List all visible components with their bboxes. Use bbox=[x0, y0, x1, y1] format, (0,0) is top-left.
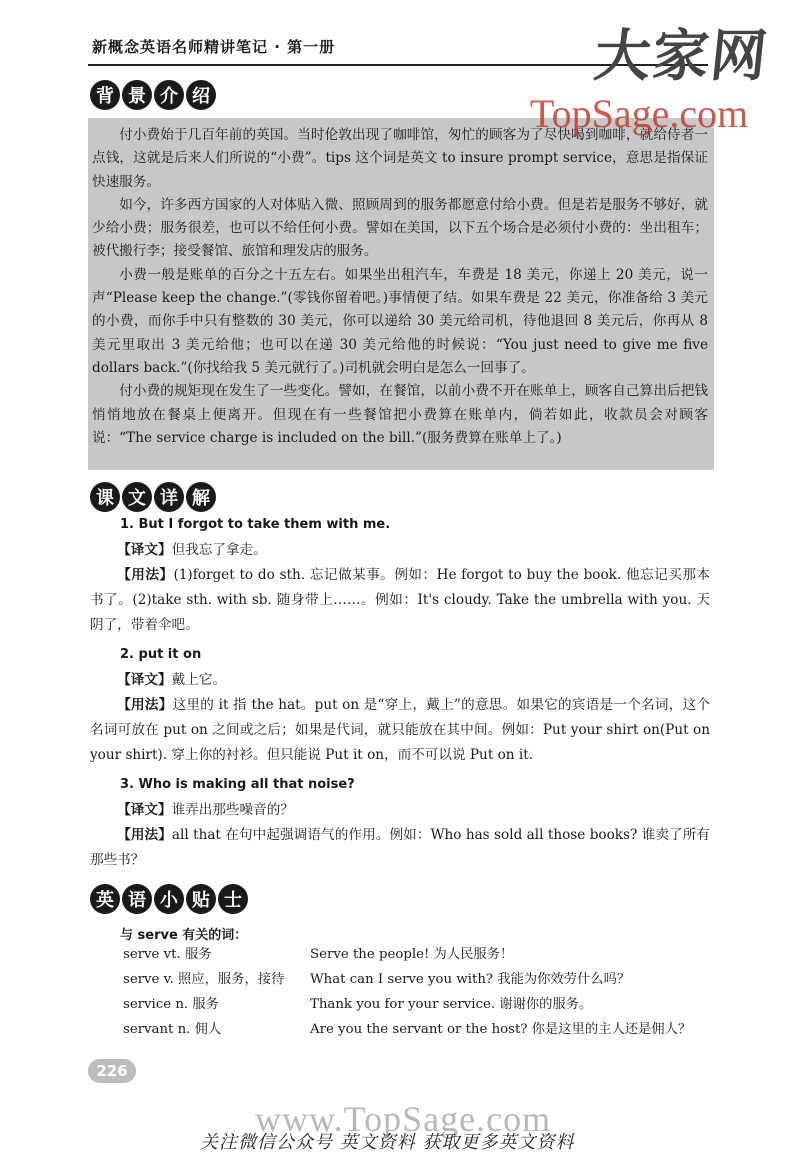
usage-text: all that 在句中起强调语气的作用。例如：Who has sold all those books? 谁卖了所有那些书？ bbox=[90, 827, 710, 868]
background-paragraph: 付小费始于几百年前的英国。当时伦敦出现了咖啡馆，匆忙的顾客为了尽快喝到咖啡，就给侍者一点钱，这就是后来人们所说的“小费”。tips 这个词是英文 to insure prompt service，意思是指保证快速服务。 bbox=[92, 127, 708, 190]
section-title-char: 背 bbox=[90, 80, 120, 110]
vocab-example: Thank you for your service. 谢谢你的服务。 bbox=[310, 997, 593, 1012]
usage-row bbox=[90, 563, 710, 638]
section-title-background bbox=[90, 80, 216, 110]
tips-heading: 与 serve 有关的词： bbox=[120, 928, 248, 943]
translation-row bbox=[90, 668, 710, 693]
section-title-char: 景 bbox=[122, 80, 152, 110]
section-title-tips bbox=[90, 884, 248, 914]
vocab-word: servant n. 佣人 bbox=[123, 1022, 222, 1037]
section-title-char: 详 bbox=[154, 482, 184, 512]
lesson-item bbox=[90, 772, 710, 873]
usage-tag: 【用法】 bbox=[117, 697, 173, 713]
vocab-word: serve v. 照应，服务，接待 bbox=[123, 972, 285, 987]
vocab-word: service n. 服务 bbox=[123, 997, 219, 1012]
translation-tag: 【译文】 bbox=[117, 542, 172, 558]
background-paragraph: 小费一般是账单的百分之十五左右。如果坐出租汽车，车费是 18 美元，你递上 20 美元，说一声“Please keep the change.”(零钱你留着吧。)事情便了结。如果车费是 22 美元，你准备给 3 美元的小费，而你手中只有整数的 30 美元，你可以递给 30 美元给司机，待他退回 8 美元后，你再从 8 美元里取出 3 美元给他；也可以在递 30 美元给他的时候说：“You just need to give me five dollars back.”(你找给我 5 美元就行了。)司机就会明白是怎么一回事了。 bbox=[92, 266, 708, 376]
lesson-item bbox=[90, 642, 710, 768]
lesson-item-heading: 1. But I forgot to take them with me. bbox=[120, 517, 391, 532]
lesson-item-heading: 3. Who is making all that noise? bbox=[120, 777, 355, 792]
lesson-item bbox=[90, 512, 710, 638]
watermark-logo-en: TopSage.com bbox=[530, 91, 749, 136]
vocab-example: Serve the people! 为人民服务！ bbox=[310, 947, 514, 962]
vocab-example: Are you the servant or the host? 你是这里的主人还是佣人？ bbox=[310, 1022, 692, 1037]
section-title-char: 贴 bbox=[186, 884, 216, 914]
vocab-row bbox=[123, 940, 691, 965]
translation-tag: 【译文】 bbox=[117, 802, 172, 818]
lesson-notes bbox=[90, 512, 710, 877]
usage-row bbox=[90, 693, 710, 768]
background-box bbox=[88, 118, 714, 470]
section-title-char: 绍 bbox=[186, 80, 216, 110]
section-title-char: 解 bbox=[186, 482, 216, 512]
lesson-item-heading: 2. put it on bbox=[120, 647, 202, 662]
background-paragraph: 付小费的规矩现在发生了一些变化。譬如，在餐馆，以前小费不开在账单上，顾客自己算出后把钱悄悄地放在餐桌上便离开。但现在有一些餐馆把小费算在账单内，倘若如此，收款员会对顾客说：“The service charge is included on the bill.”(服务费算在账单上了。) bbox=[92, 383, 708, 446]
translation-text: 但我忘了拿走。 bbox=[171, 542, 267, 558]
vocab-table bbox=[123, 940, 691, 1040]
section-title-char: 介 bbox=[154, 80, 184, 110]
background-paragraph: 如今，许多西方国家的人对体贴入微、照顾周到的服务都愿意付给小费。但是若是服务不够好，就少给小费；服务很差，也可以不给任何小费。譬如在美国，以下五个场合是必须付小费的：坐出租车；被代搬行李；接受餐馆、旅馆和理发店的服务。 bbox=[92, 196, 708, 260]
page-number: 226 bbox=[88, 1059, 136, 1083]
footer-note: 关注微信公众号 英文资料 获取更多英文资料 bbox=[200, 1132, 575, 1153]
book-title: 新概念英语名师精讲笔记 · 第一册 bbox=[92, 38, 336, 56]
usage-text: (1)forget to do sth. 忘记做某事。例如：He forgot to buy the book. 他忘记买那本书了。(2)take sth. with sb. 随身带上……。例如：It's cloudy. Take the umbrella with you. 天阴了，带着伞吧。 bbox=[90, 567, 710, 633]
vocab-row bbox=[123, 990, 691, 1015]
translation-tag: 【译文】 bbox=[117, 672, 172, 688]
usage-text: 这里的 it 指 the hat。put on 是“穿上，戴上”的意思。如果它的宾语是一个名词，这个名词可放在 put on 之间或之后；如果是代词，就只能放在其中间。例如：Put your shirt on(Put on your shirt). 穿上你的衬衫。但只能说 Put it on，而不可以说 Put on it. bbox=[90, 697, 711, 763]
footer-url-watermark: www.TopSage.com bbox=[255, 1099, 552, 1139]
section-title-char: 小 bbox=[154, 884, 184, 914]
watermark-logo-cn: 大家网 bbox=[591, 23, 773, 89]
section-title-char: 文 bbox=[122, 482, 152, 512]
usage-tag: 【用法】 bbox=[117, 567, 174, 583]
translation-text: 谁弄出那些噪音的？ bbox=[171, 802, 294, 818]
usage-tag: 【用法】 bbox=[117, 827, 172, 843]
section-title-char: 士 bbox=[218, 884, 248, 914]
section-title-lesson bbox=[90, 482, 216, 512]
translation-text: 戴上它。 bbox=[171, 672, 226, 688]
section-title-char: 课 bbox=[90, 482, 120, 512]
section-title-char: 语 bbox=[122, 884, 152, 914]
translation-row bbox=[90, 798, 710, 823]
translation-row bbox=[90, 538, 710, 563]
vocab-row bbox=[123, 965, 691, 990]
usage-row bbox=[90, 823, 710, 873]
section-title-char: 英 bbox=[90, 884, 120, 914]
vocab-word: serve vt. 服务 bbox=[123, 947, 212, 962]
vocab-row bbox=[123, 1015, 691, 1040]
vocab-example: What can I serve you with? 我能为你效劳什么吗？ bbox=[310, 972, 631, 987]
